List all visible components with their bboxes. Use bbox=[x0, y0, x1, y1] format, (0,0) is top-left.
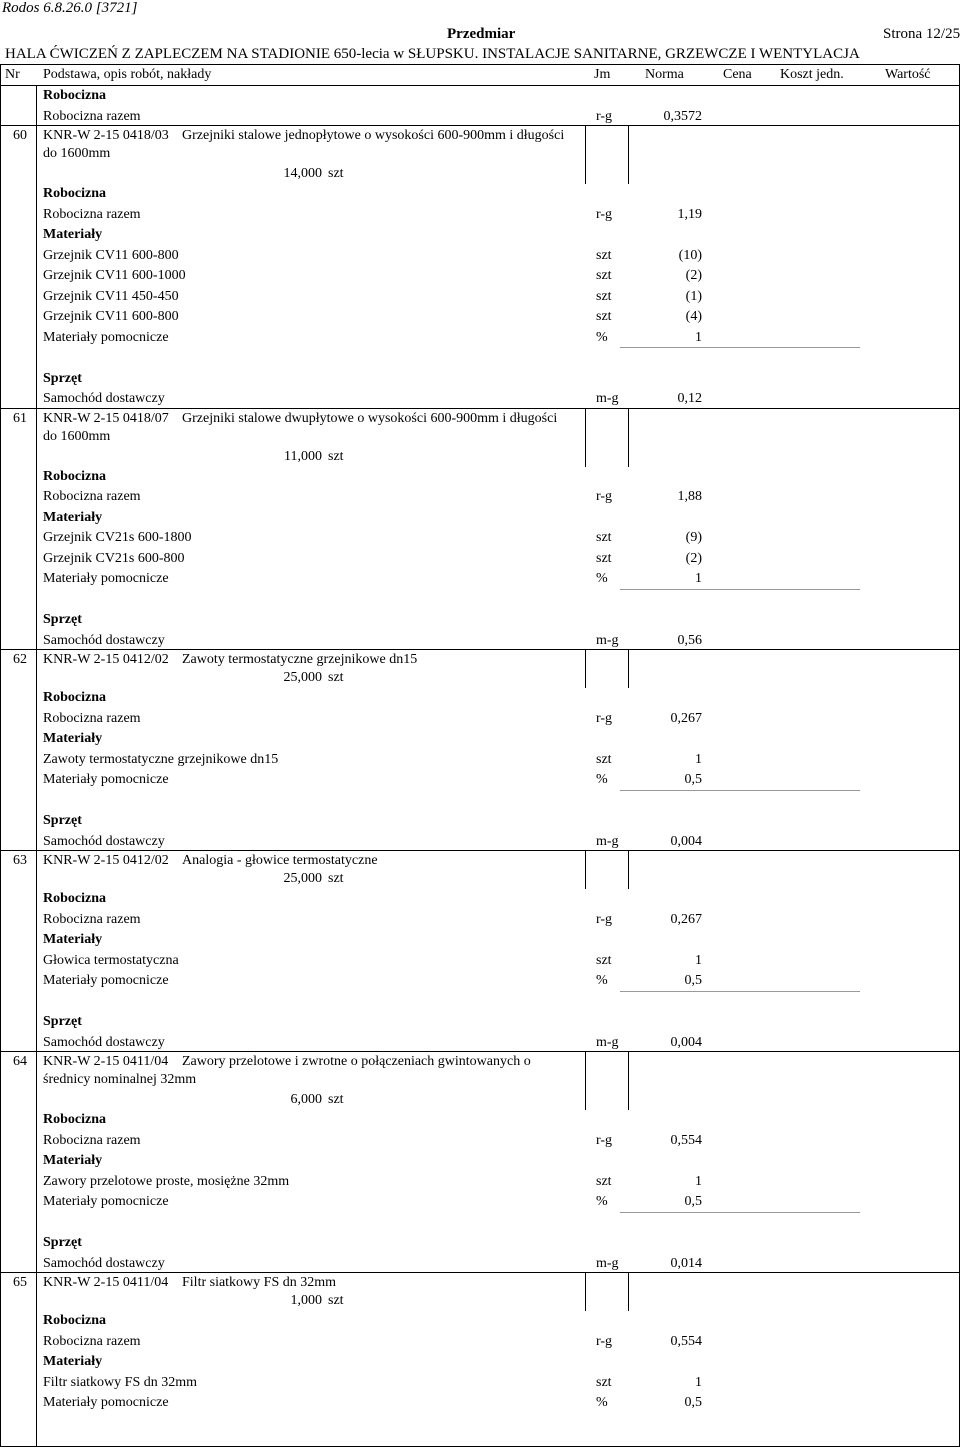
resource-name: Materiały pomocnicze bbox=[43, 1395, 169, 1410]
position-quantity: 25,000 bbox=[283, 871, 322, 886]
resource-unit: m-g bbox=[596, 391, 619, 406]
col-nr: Nr bbox=[5, 67, 20, 82]
position-top-border bbox=[0, 1272, 960, 1273]
resource-unit: szt bbox=[596, 1374, 612, 1390]
resource-name: Zawory przelotowe proste, mosiężne 32mm bbox=[43, 1173, 290, 1189]
position-top-border bbox=[0, 408, 960, 409]
category-label: Robocizna bbox=[43, 891, 106, 906]
position-description: Grzejniki stalowe dwupłytowe o wysokości 600-900mm i długości bbox=[182, 410, 558, 426]
position-divider bbox=[628, 125, 629, 184]
resource-name: Robocizna razem bbox=[43, 489, 141, 504]
position-divider bbox=[628, 649, 629, 688]
position-number: 60 bbox=[13, 128, 27, 143]
resource-unit: szt bbox=[596, 952, 612, 968]
category-label: Robocizna bbox=[43, 468, 106, 484]
norma-cell-line bbox=[620, 790, 860, 791]
position-unit: szt bbox=[328, 166, 344, 181]
resource-unit: m-g bbox=[596, 1034, 619, 1050]
header-bottom-border bbox=[0, 85, 960, 86]
resource-name: Filtr siatkowy FS dn 32mm bbox=[43, 1374, 198, 1390]
category-label: Sprzęt bbox=[43, 1014, 82, 1029]
resource-value: (10) bbox=[678, 247, 702, 263]
category-label: Sprzęt bbox=[43, 612, 82, 627]
position-top-border bbox=[0, 1051, 960, 1052]
resource-name: Materiały pomocnicze bbox=[43, 571, 169, 586]
position-unit: szt bbox=[328, 871, 344, 886]
resource-value: 0,004 bbox=[670, 1034, 702, 1050]
position-number: 64 bbox=[13, 1054, 27, 1069]
position-number: 61 bbox=[13, 410, 27, 426]
norma-cell-line bbox=[620, 991, 860, 992]
resource-unit: r-g bbox=[596, 489, 613, 504]
position-number: 65 bbox=[13, 1275, 27, 1290]
resource-unit: r-g bbox=[596, 108, 613, 124]
position-basis: KNR-W 2-15 0412/02 bbox=[43, 652, 169, 667]
position-description-cont: do 1600mm bbox=[43, 428, 111, 444]
resource-value: 0,004 bbox=[670, 833, 702, 849]
resource-name: Samochód dostawczy bbox=[43, 1255, 165, 1271]
category-label: Robocizna bbox=[43, 88, 106, 103]
position-basis: KNR-W 2-15 0411/04 bbox=[43, 1275, 169, 1290]
resource-value: 0,5 bbox=[684, 772, 702, 787]
resource-name: Grzejnik CV21s 600-800 bbox=[43, 550, 185, 566]
position-description: Analogia - głowice termostatyczne bbox=[182, 853, 378, 868]
position-description: Grzejniki stalowe jednopłytowe o wysokości 600-900mm i długości bbox=[182, 128, 565, 143]
resource-value: 0,267 bbox=[670, 710, 702, 726]
position-divider bbox=[585, 1272, 586, 1311]
resource-value: (9) bbox=[685, 530, 702, 545]
resource-unit: m-g bbox=[596, 1255, 619, 1271]
col-jm: Jm bbox=[594, 67, 611, 82]
resource-unit: r-g bbox=[596, 1132, 613, 1148]
resource-value: 0,554 bbox=[670, 1333, 702, 1349]
category-label: Materiały bbox=[43, 1153, 103, 1168]
resource-name: Samochód dostawczy bbox=[43, 1034, 165, 1050]
position-divider bbox=[628, 1272, 629, 1311]
position-description: Filtr siatkowy FS dn 32mm bbox=[182, 1275, 337, 1290]
resource-value: 0,554 bbox=[670, 1132, 702, 1148]
category-label: Sprzęt bbox=[43, 1235, 82, 1250]
resource-unit: m-g bbox=[596, 833, 619, 849]
position-top-border bbox=[0, 850, 960, 851]
resource-name: Materiały pomocnicze bbox=[43, 1194, 169, 1209]
category-label: Robocizna bbox=[43, 690, 106, 705]
position-quantity: 1,000 bbox=[290, 1293, 322, 1308]
resource-value: 0,56 bbox=[677, 632, 702, 648]
resource-unit: r-g bbox=[596, 911, 613, 927]
resource-unit: % bbox=[596, 571, 608, 586]
resource-name: Robocizna razem bbox=[43, 1132, 141, 1148]
position-basis: KNR-W 2-15 0418/03 bbox=[43, 128, 169, 143]
resource-name: Grzejnik CV21s 600-1800 bbox=[43, 530, 192, 545]
resource-value: 0,5 bbox=[684, 1395, 702, 1410]
position-divider bbox=[585, 850, 586, 889]
table-left-border bbox=[0, 64, 1, 1446]
category-label: Robocizna bbox=[43, 186, 106, 201]
position-divider bbox=[585, 1051, 586, 1110]
resource-value: 0,5 bbox=[684, 973, 702, 988]
col-desc: Podstawa, opis robót, nakłady bbox=[43, 67, 212, 82]
resource-unit: szt bbox=[596, 309, 612, 324]
resource-name: Robocizna razem bbox=[43, 108, 141, 124]
col-cena: Cena bbox=[723, 67, 752, 82]
resource-name: Grzejnik CV11 600-1000 bbox=[43, 268, 186, 283]
resource-unit: % bbox=[596, 973, 608, 988]
app-version: Rodos 6.8.26.0 [3721] bbox=[2, 0, 138, 16]
resource-value: 0,12 bbox=[677, 391, 702, 406]
resource-value: 1 bbox=[695, 571, 702, 586]
resource-name: Grzejnik CV11 450-450 bbox=[43, 288, 179, 304]
resource-name: Robocizna razem bbox=[43, 911, 141, 927]
position-basis: KNR-W 2-15 0412/02 bbox=[43, 853, 169, 868]
position-unit: szt bbox=[328, 1293, 344, 1308]
position-divider bbox=[628, 408, 629, 467]
resource-name: Materiały pomocnicze bbox=[43, 772, 169, 787]
header-top-border bbox=[0, 64, 960, 65]
resource-name: Materiały pomocnicze bbox=[43, 329, 169, 345]
position-unit: szt bbox=[328, 670, 344, 685]
resource-name: Grzejnik CV11 600-800 bbox=[43, 309, 179, 324]
resource-value: (4) bbox=[685, 309, 702, 324]
resource-unit: szt bbox=[596, 550, 612, 566]
resource-name: Samochód dostawczy bbox=[43, 632, 165, 648]
resource-unit: % bbox=[596, 772, 608, 787]
resource-unit: szt bbox=[596, 268, 612, 283]
resource-value: 1 bbox=[695, 329, 702, 345]
category-label: Materiały bbox=[43, 1354, 103, 1369]
position-quantity: 6,000 bbox=[290, 1092, 322, 1107]
resource-unit: m-g bbox=[596, 632, 619, 648]
resource-value: (2) bbox=[685, 550, 702, 566]
position-basis: KNR-W 2-15 0418/07 bbox=[43, 410, 169, 426]
resource-unit: szt bbox=[596, 247, 612, 263]
category-label: Sprzęt bbox=[43, 370, 82, 386]
category-label: Sprzęt bbox=[43, 813, 82, 828]
position-quantity: 14,000 bbox=[283, 166, 322, 181]
col-norma: Norma bbox=[645, 67, 684, 82]
resource-name: Zawoty termostatyczne grzejnikowe dn15 bbox=[43, 751, 279, 767]
resource-name: Robocizna razem bbox=[43, 710, 141, 726]
resource-value: 1 bbox=[695, 952, 702, 968]
category-label: Materiały bbox=[43, 731, 103, 746]
resource-name: Materiały pomocnicze bbox=[43, 973, 169, 988]
resource-unit: r-g bbox=[596, 710, 613, 726]
table-nr-divider bbox=[36, 85, 37, 1446]
resource-value: 1 bbox=[695, 1173, 702, 1189]
position-quantity: 25,000 bbox=[283, 670, 322, 685]
resource-unit: szt bbox=[596, 1173, 612, 1189]
resource-name: Głowica termostatyczna bbox=[43, 952, 179, 968]
position-divider bbox=[585, 649, 586, 688]
position-divider bbox=[628, 1051, 629, 1110]
resource-value: 1,19 bbox=[677, 206, 702, 222]
resource-unit: r-g bbox=[596, 1333, 613, 1349]
resource-value: 1 bbox=[695, 751, 702, 767]
resource-value: (1) bbox=[685, 288, 702, 304]
resource-value: 0,5 bbox=[684, 1194, 702, 1209]
position-unit: szt bbox=[328, 448, 344, 464]
resource-value: 0,014 bbox=[670, 1255, 702, 1271]
resource-value: 1,88 bbox=[677, 489, 702, 504]
norma-cell-line bbox=[620, 347, 860, 348]
category-label: Materiały bbox=[43, 509, 103, 525]
resource-value: 1 bbox=[695, 1374, 702, 1390]
resource-value: 0,3572 bbox=[663, 108, 702, 124]
col-koszt: Koszt jedn. bbox=[780, 67, 844, 82]
category-label: Materiały bbox=[43, 227, 103, 242]
position-divider bbox=[585, 125, 586, 184]
resource-unit: % bbox=[596, 1194, 608, 1209]
position-quantity: 11,000 bbox=[284, 448, 322, 464]
resource-unit: r-g bbox=[596, 206, 613, 222]
col-wartosc: Wartość bbox=[885, 67, 931, 82]
norma-cell-line bbox=[620, 1212, 860, 1213]
position-description: Zawoty termostatyczne grzejnikowe dn15 bbox=[182, 652, 418, 667]
position-divider bbox=[585, 408, 586, 467]
position-description-cont: do 1600mm bbox=[43, 146, 111, 161]
position-description: Zawory przelotowe i zwrotne o połączeniach gwintowanych o bbox=[182, 1054, 531, 1069]
resource-name: Grzejnik CV11 600-800 bbox=[43, 247, 179, 263]
resource-unit: szt bbox=[596, 288, 612, 304]
resource-unit: szt bbox=[596, 530, 612, 545]
position-basis: KNR-W 2-15 0411/04 bbox=[43, 1054, 169, 1069]
position-top-border bbox=[0, 649, 960, 650]
table-bottom-border bbox=[0, 1446, 960, 1447]
norma-cell-line bbox=[620, 589, 860, 590]
resource-value: 0,267 bbox=[670, 911, 702, 927]
category-label: Robocizna bbox=[43, 1313, 106, 1328]
resource-unit: szt bbox=[596, 751, 612, 767]
resource-unit: % bbox=[596, 329, 608, 345]
resource-name: Robocizna razem bbox=[43, 206, 141, 222]
project-subtitle: HALA ĆWICZEŃ Z ZAPLECZEM NA STADIONIE 650-lecia w SŁUPSKU. INSTALACJE SANITARNE, GRZEWCZE I WENTYLACJA bbox=[5, 46, 860, 62]
resource-name: Samochód dostawczy bbox=[43, 391, 165, 406]
position-number: 63 bbox=[13, 853, 27, 868]
position-description-cont: średnicy nominalnej 32mm bbox=[43, 1072, 197, 1087]
category-label: Materiały bbox=[43, 932, 103, 947]
position-top-border bbox=[0, 125, 960, 126]
resource-value: (2) bbox=[685, 268, 702, 283]
position-unit: szt bbox=[328, 1092, 344, 1107]
category-label: Robocizna bbox=[43, 1112, 106, 1127]
resource-name: Robocizna razem bbox=[43, 1333, 141, 1349]
position-number: 62 bbox=[13, 652, 27, 667]
page-number: Strona 12/25 bbox=[883, 26, 960, 42]
resource-unit: % bbox=[596, 1395, 608, 1410]
resource-name: Samochód dostawczy bbox=[43, 833, 165, 849]
position-divider bbox=[628, 850, 629, 889]
document-title: Przedmiar bbox=[447, 26, 516, 42]
